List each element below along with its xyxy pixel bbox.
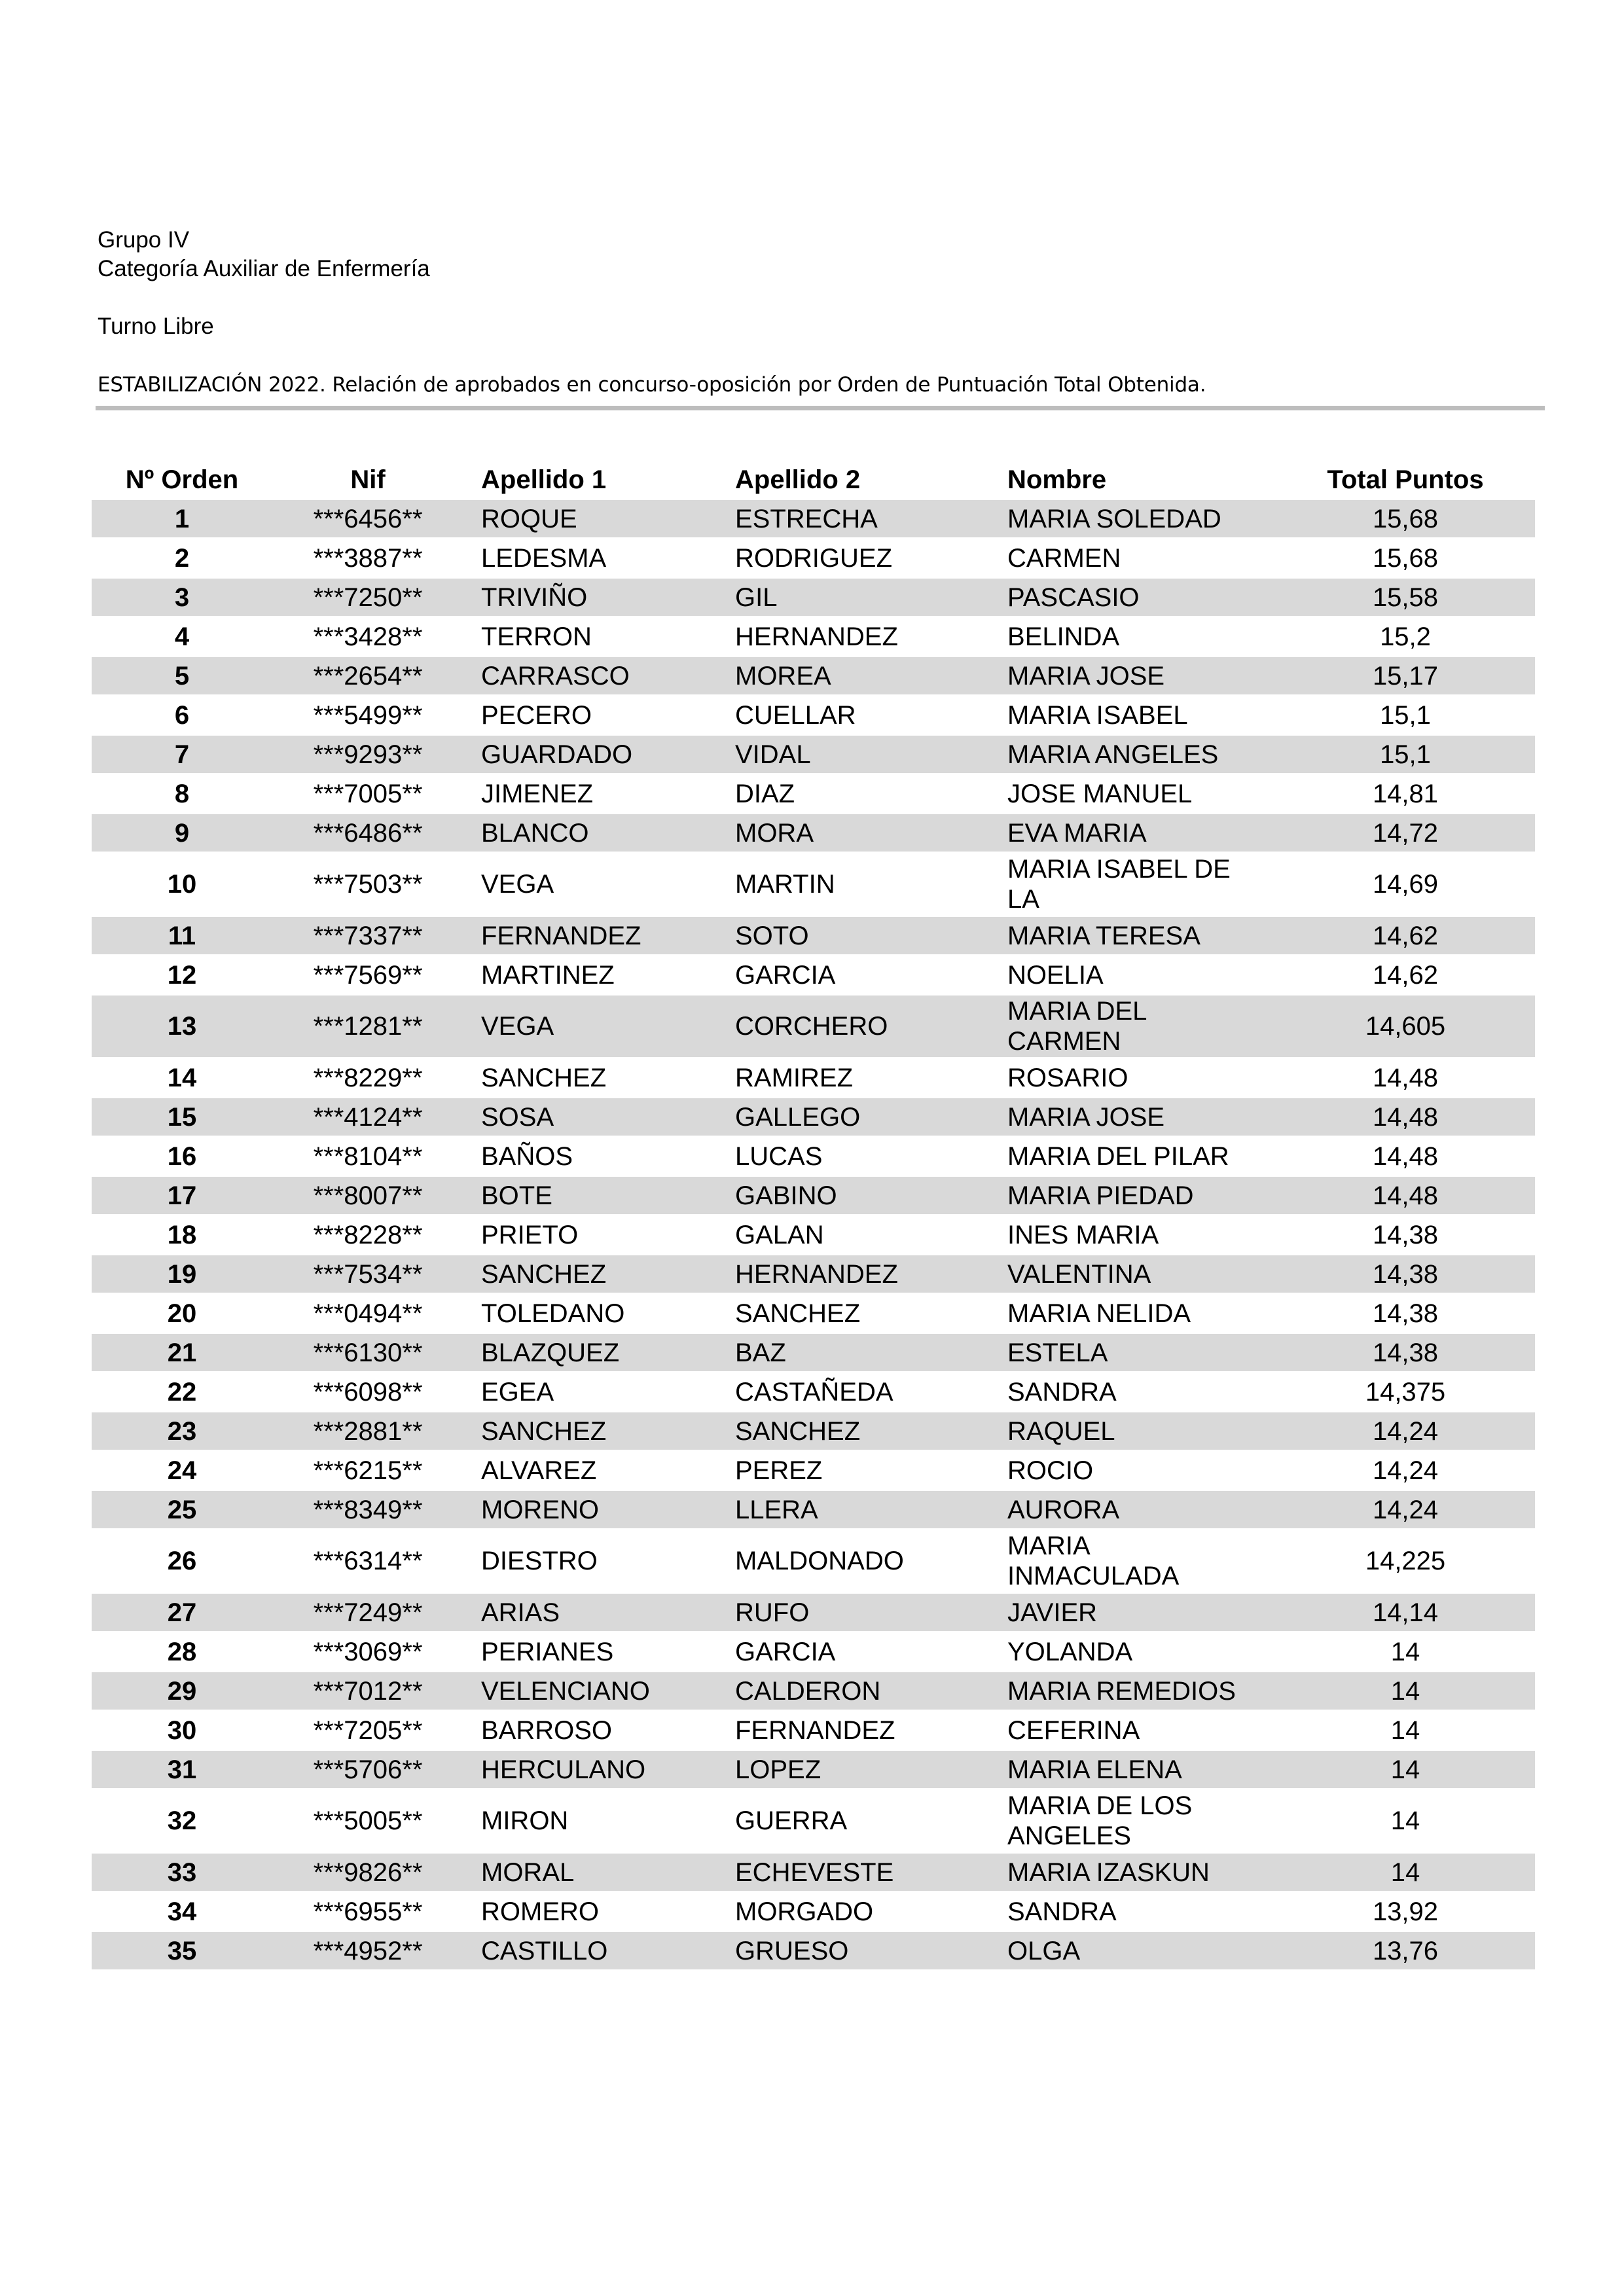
table-row	[92, 1373, 1535, 1412]
cell-nombre: MARIA ISABEL	[1007, 700, 1188, 730]
cell-apellido2: GABINO	[735, 1181, 837, 1210]
cell-puntos: 14,72	[1372, 818, 1439, 848]
cell-apellido1: LEDESMA	[481, 543, 607, 573]
cell-apellido1: PECERO	[481, 700, 592, 730]
cell-apellido2: ESTRECHA	[735, 504, 878, 533]
cell-nif: ***6486**	[313, 818, 423, 848]
cell-apellido1: HERCULANO	[481, 1755, 646, 1784]
cell-apellido2: HERNANDEZ	[735, 622, 898, 651]
table-row	[92, 1790, 1535, 1854]
cell-apellido1: MORENO	[481, 1495, 599, 1524]
cell-apellido2: CUELLAR	[735, 700, 856, 730]
cell-nombre: SANDRA	[1007, 1377, 1117, 1407]
cell-nombre: NOELIA	[1007, 960, 1104, 990]
cell-nombre: MARIA ANGELES	[1007, 740, 1219, 769]
cell-apellido1: TERRON	[481, 622, 592, 651]
table-row	[92, 1854, 1535, 1893]
cell-apellido2: LLERA	[735, 1495, 818, 1524]
cell-orden: 18	[167, 1220, 197, 1249]
cell-apellido2: GARCIA	[735, 960, 836, 990]
cell-nombre: MARIA JOSE	[1007, 661, 1165, 691]
cell-apellido2: GRUESO	[735, 1936, 849, 1965]
cell-apellido1: TOLEDANO	[481, 1299, 625, 1328]
cell-nombre: ROSARIO	[1007, 1063, 1128, 1092]
table-body	[92, 500, 1535, 1971]
table-row	[92, 1672, 1535, 1712]
cell-orden: 32	[167, 1806, 197, 1835]
cell-nombre: MARIA JOSE	[1007, 1102, 1165, 1132]
table-row	[92, 1255, 1535, 1295]
cell-nombre: PASCASIO	[1007, 583, 1140, 612]
table-header-row	[92, 461, 1535, 500]
cell-apellido2: SANCHEZ	[735, 1416, 861, 1446]
cell-nombre: JAVIER	[1007, 1598, 1098, 1627]
cell-nombre: MARIA ELENA	[1007, 1755, 1182, 1784]
cell-nif: ***6314**	[313, 1547, 423, 1575]
cell-puntos: 14,62	[1372, 921, 1439, 950]
cell-apellido1: JIMENEZ	[481, 779, 594, 808]
table-row	[92, 1594, 1535, 1633]
cell-apellido1: CASTILLO	[481, 1936, 608, 1965]
cell-apellido2: GARCIA	[735, 1637, 836, 1666]
cell-puntos: 14,24	[1372, 1416, 1439, 1446]
cell-nif: ***8007**	[313, 1181, 423, 1210]
table-row	[92, 1295, 1535, 1334]
cell-nif: ***4952**	[313, 1936, 423, 1965]
cell-orden: 16	[167, 1141, 197, 1171]
table-row	[92, 1932, 1535, 1971]
cell-nombre: VALENTINA	[1007, 1259, 1151, 1289]
cell-orden: 10	[167, 870, 197, 899]
turno-label: Turno Libre	[98, 314, 214, 339]
cell-orden: 4	[174, 622, 190, 651]
cell-apellido1: TRIVIÑO	[481, 583, 588, 612]
cell-nif: ***8228**	[313, 1220, 423, 1249]
cell-nif: ***7205**	[313, 1715, 423, 1745]
cell-apellido1: CARRASCO	[481, 661, 630, 691]
cell-puntos: 15,58	[1372, 583, 1439, 612]
cell-orden: 30	[167, 1715, 197, 1745]
cell-orden: 21	[167, 1338, 197, 1367]
cell-apellido2: LUCAS	[735, 1141, 823, 1171]
column-header-orden: Nº Orden	[125, 465, 239, 494]
document-header	[98, 226, 430, 341]
cell-orden: 12	[167, 960, 197, 990]
cell-nombre: ROCIO	[1007, 1456, 1094, 1485]
cell-orden: 13	[167, 1012, 197, 1041]
cell-apellido2: GALLEGO	[735, 1102, 861, 1132]
table-row	[92, 736, 1535, 775]
table-row	[92, 1491, 1535, 1530]
cell-nombre: SANDRA	[1007, 1897, 1117, 1926]
cell-apellido1: MIRON	[481, 1806, 569, 1835]
cell-nombre: MARIA PIEDAD	[1007, 1181, 1194, 1210]
cell-nombre: MARIA IZASKUN	[1007, 1857, 1210, 1887]
cell-puntos: 14,48	[1372, 1102, 1439, 1132]
column-header-nombre: Nombre	[1007, 465, 1107, 494]
cell-apellido1: SANCHEZ	[481, 1063, 607, 1092]
cell-orden: 25	[167, 1495, 197, 1524]
cell-apellido2: DIAZ	[735, 779, 795, 808]
cell-apellido2: RODRIGUEZ	[735, 543, 892, 573]
table-row	[92, 500, 1535, 539]
cell-nif: ***2654**	[313, 661, 423, 691]
table-row	[92, 618, 1535, 657]
cell-puntos: 15,68	[1372, 543, 1439, 573]
cell-apellido2: VIDAL	[735, 740, 811, 769]
cell-nif: ***7250**	[313, 583, 423, 612]
cell-puntos: 14,14	[1372, 1598, 1439, 1627]
cell-apellido2: SANCHEZ	[735, 1299, 861, 1328]
cell-apellido2: GALAN	[735, 1220, 824, 1249]
cell-orden: 19	[167, 1259, 197, 1289]
table-row	[92, 579, 1535, 618]
cell-puntos: 14,605	[1365, 1012, 1446, 1041]
cell-orden: 5	[174, 661, 190, 691]
cell-nif: ***6215**	[313, 1456, 423, 1485]
cell-apellido2: SOTO	[735, 921, 809, 950]
cell-puntos: 15,1	[1380, 740, 1431, 769]
cell-nif: ***5499**	[313, 700, 423, 730]
cell-puntos: 14	[1390, 1857, 1420, 1887]
cell-nif: ***7012**	[313, 1676, 423, 1706]
cell-puntos: 14,38	[1372, 1259, 1439, 1289]
cell-orden: 31	[167, 1755, 197, 1784]
cell-apellido1: BLANCO	[481, 818, 589, 848]
cell-nif: ***7249**	[313, 1598, 423, 1627]
table-row	[92, 853, 1535, 917]
cell-apellido2: LOPEZ	[735, 1755, 821, 1784]
cell-nombre: RAQUEL	[1007, 1416, 1115, 1446]
cell-puntos: 14	[1390, 1755, 1420, 1784]
cell-apellido1: SANCHEZ	[481, 1259, 607, 1289]
cell-nombre: OLGA	[1007, 1936, 1081, 1965]
cell-nif: ***7337**	[313, 921, 423, 950]
table-row	[92, 775, 1535, 814]
cell-apellido2: MALDONADO	[735, 1547, 904, 1575]
cell-nif: ***9826**	[313, 1857, 423, 1887]
cell-apellido1: BOTE	[481, 1181, 552, 1210]
cell-apellido1: VELENCIANO	[481, 1676, 650, 1706]
cell-puntos: 15,17	[1372, 661, 1439, 691]
table-row	[92, 1751, 1535, 1790]
cell-apellido2: GUERRA	[735, 1806, 848, 1835]
cell-nombre: MARIA DEL CARMEN	[1007, 997, 1146, 1056]
cell-nombre: EVA MARIA	[1007, 818, 1147, 848]
cell-apellido1: ROMERO	[481, 1897, 599, 1926]
cell-orden: 27	[167, 1598, 197, 1627]
cell-puntos: 15,1	[1380, 700, 1431, 730]
cell-orden: 17	[167, 1181, 197, 1210]
cell-nombre: MARIA NELIDA	[1007, 1299, 1191, 1328]
cell-nif: ***7005**	[313, 779, 423, 808]
results-table	[92, 461, 1535, 1971]
cell-nif: ***1281**	[313, 1012, 423, 1041]
cell-puntos: 14,62	[1372, 960, 1439, 990]
header-spacer	[98, 283, 430, 312]
cell-apellido1: FERNANDEZ	[481, 921, 641, 950]
category-label: Categoría Auxiliar de Enfermería	[98, 256, 430, 281]
cell-orden: 14	[167, 1063, 197, 1092]
table-row	[92, 657, 1535, 696]
cell-puntos: 14,38	[1372, 1338, 1439, 1367]
cell-apellido1: BAÑOS	[481, 1141, 573, 1171]
cell-nif: ***8229**	[313, 1063, 423, 1092]
cell-apellido2: PEREZ	[735, 1456, 823, 1485]
cell-nif: ***6456**	[313, 504, 423, 533]
cell-apellido1: MARTINEZ	[481, 960, 615, 990]
cell-orden: 8	[174, 779, 190, 808]
cell-apellido2: MOREA	[735, 661, 831, 691]
table-row	[92, 1334, 1535, 1373]
cell-apellido2: CASTAÑEDA	[735, 1377, 893, 1407]
cell-nif: ***7503**	[313, 870, 423, 899]
table-row	[92, 1216, 1535, 1255]
cell-puntos: 14	[1390, 1715, 1420, 1745]
cell-orden: 11	[168, 921, 196, 950]
cell-puntos: 13,92	[1372, 1897, 1439, 1926]
cell-nombre: YOLANDA	[1007, 1637, 1133, 1666]
cell-puntos: 14,24	[1372, 1495, 1439, 1524]
cell-nombre: ESTELA	[1007, 1338, 1108, 1367]
cell-puntos: 14,69	[1372, 870, 1439, 899]
table-row	[92, 1177, 1535, 1216]
table-row	[92, 1059, 1535, 1098]
cell-puntos: 14,24	[1372, 1456, 1439, 1485]
cell-apellido1: BARROSO	[481, 1715, 613, 1745]
cell-apellido2: FERNANDEZ	[735, 1715, 895, 1745]
group-label: Grupo IV	[98, 227, 190, 253]
cell-orden: 23	[167, 1416, 197, 1446]
table-row	[92, 1893, 1535, 1932]
cell-apellido1: VEGA	[481, 870, 554, 899]
cell-apellido2: RUFO	[735, 1598, 810, 1627]
cell-apellido1: EGEA	[481, 1377, 554, 1407]
cell-nif: ***7569**	[313, 960, 423, 990]
cell-orden: 22	[167, 1377, 197, 1407]
column-header-puntos: Total Puntos	[1327, 465, 1484, 494]
table-row	[92, 1412, 1535, 1452]
table-row	[92, 917, 1535, 956]
cell-apellido2: CORCHERO	[735, 1012, 888, 1041]
cell-nombre: AURORA	[1007, 1495, 1120, 1524]
table-row	[92, 814, 1535, 853]
cell-nombre: MARIA SOLEDAD	[1007, 504, 1221, 533]
cell-apellido2: GIL	[735, 583, 778, 612]
column-header-apellido1: Apellido 1	[481, 465, 607, 494]
table-row	[92, 1098, 1535, 1138]
cell-orden: 7	[174, 740, 190, 769]
cell-nif: ***3887**	[313, 543, 423, 573]
table-row	[92, 996, 1535, 1059]
cell-nif: ***8104**	[313, 1141, 423, 1171]
cell-orden: 35	[167, 1936, 197, 1965]
cell-puntos: 14	[1390, 1806, 1420, 1835]
cell-nombre: MARIA DE LOS ANGELES	[1007, 1791, 1193, 1850]
cell-orden: 28	[167, 1637, 197, 1666]
cell-nif: ***3069**	[313, 1637, 423, 1666]
cell-orden: 15	[167, 1102, 197, 1132]
cell-orden: 24	[167, 1456, 197, 1485]
cell-apellido1: BLAZQUEZ	[481, 1338, 620, 1367]
cell-nombre: MARIA ISABEL DE LA	[1007, 855, 1231, 914]
cell-nif: ***4124**	[313, 1102, 423, 1132]
cell-orden: 33	[167, 1857, 197, 1887]
cell-nif: ***5005**	[313, 1806, 423, 1835]
cell-puntos: 15,2	[1380, 622, 1431, 651]
table-row	[92, 1712, 1535, 1751]
cell-puntos: 14,375	[1365, 1377, 1446, 1407]
column-header-apellido2: Apellido 2	[735, 465, 861, 494]
cell-nombre: MARIA REMEDIOS	[1007, 1676, 1236, 1706]
cell-nombre: CARMEN	[1007, 543, 1121, 573]
cell-orden: 29	[167, 1676, 197, 1706]
cell-nif: ***7534**	[313, 1259, 423, 1289]
cell-nombre: INES MARIA	[1007, 1220, 1159, 1249]
cell-apellido2: RAMIREZ	[735, 1063, 853, 1092]
cell-puntos: 14,38	[1372, 1299, 1439, 1328]
cell-orden: 1	[174, 504, 190, 533]
cell-puntos: 14,225	[1365, 1547, 1446, 1575]
cell-puntos: 15,68	[1372, 504, 1439, 533]
cell-puntos: 14,81	[1372, 779, 1439, 808]
cell-apellido1: MORAL	[481, 1857, 575, 1887]
cell-nif: ***6130**	[313, 1338, 423, 1367]
cell-apellido1: VEGA	[481, 1012, 554, 1041]
cell-nif: ***3428**	[313, 622, 423, 651]
cell-apellido2: ECHEVESTE	[735, 1857, 894, 1887]
cell-orden: 2	[174, 543, 190, 573]
cell-orden: 26	[167, 1547, 197, 1575]
cell-apellido1: GUARDADO	[481, 740, 633, 769]
cell-apellido2: MORGADO	[735, 1897, 874, 1926]
subtitle-divider	[96, 406, 1545, 410]
cell-orden: 6	[174, 700, 190, 730]
cell-apellido2: MARTIN	[735, 870, 835, 899]
cell-puntos: 14,38	[1372, 1220, 1439, 1249]
table-row	[92, 1633, 1535, 1672]
cell-nombre: BELINDA	[1007, 622, 1120, 651]
cell-nif: ***2881**	[313, 1416, 423, 1446]
cell-orden: 34	[167, 1897, 197, 1926]
cell-nombre: CEFERINA	[1007, 1715, 1140, 1745]
table-row	[92, 1530, 1535, 1594]
cell-nombre: MARIA DEL PILAR	[1007, 1141, 1229, 1171]
cell-nif: ***5706**	[313, 1755, 423, 1784]
cell-apellido1: ALVAREZ	[481, 1456, 597, 1485]
cell-nif: ***9293**	[313, 740, 423, 769]
cell-puntos: 14,48	[1372, 1063, 1439, 1092]
table-row	[92, 1452, 1535, 1491]
cell-orden: 3	[174, 583, 190, 612]
cell-nif: ***6955**	[313, 1897, 423, 1926]
table-row	[92, 539, 1535, 579]
cell-apellido2: HERNANDEZ	[735, 1259, 898, 1289]
cell-apellido2: CALDERON	[735, 1676, 881, 1706]
cell-puntos: 14,48	[1372, 1141, 1439, 1171]
cell-orden: 20	[167, 1299, 197, 1328]
cell-nif: ***0494**	[313, 1299, 423, 1328]
cell-orden: 9	[174, 818, 190, 848]
cell-nombre: JOSE MANUEL	[1007, 779, 1193, 808]
cell-nif: ***8349**	[313, 1495, 423, 1524]
cell-apellido1: SANCHEZ	[481, 1416, 607, 1446]
cell-apellido2: MORA	[735, 818, 814, 848]
column-header-nif: Nif	[350, 465, 386, 494]
cell-puntos: 14	[1390, 1637, 1420, 1666]
table-row	[92, 1138, 1535, 1177]
cell-puntos: 14,48	[1372, 1181, 1439, 1210]
table-row	[92, 696, 1535, 736]
cell-apellido2: BAZ	[735, 1338, 786, 1367]
cell-apellido1: ARIAS	[481, 1598, 560, 1627]
cell-puntos: 14	[1390, 1676, 1420, 1706]
document-subtitle: ESTABILIZACIÓN 2022. Relación de aprobados en concurso-oposición por Orden de Puntuación Total Obtenida.	[98, 373, 1206, 397]
cell-apellido1: PRIETO	[481, 1220, 579, 1249]
table-row	[92, 956, 1535, 996]
cell-puntos: 13,76	[1372, 1936, 1439, 1965]
cell-apellido1: SOSA	[481, 1102, 554, 1132]
cell-nombre: MARIA INMACULADA	[1007, 1532, 1180, 1590]
cell-apellido1: PERIANES	[481, 1637, 614, 1666]
cell-apellido1: ROQUE	[481, 504, 577, 533]
cell-apellido1: DIESTRO	[481, 1547, 598, 1575]
cell-nombre: MARIA TERESA	[1007, 921, 1200, 950]
cell-nif: ***6098**	[313, 1377, 423, 1407]
